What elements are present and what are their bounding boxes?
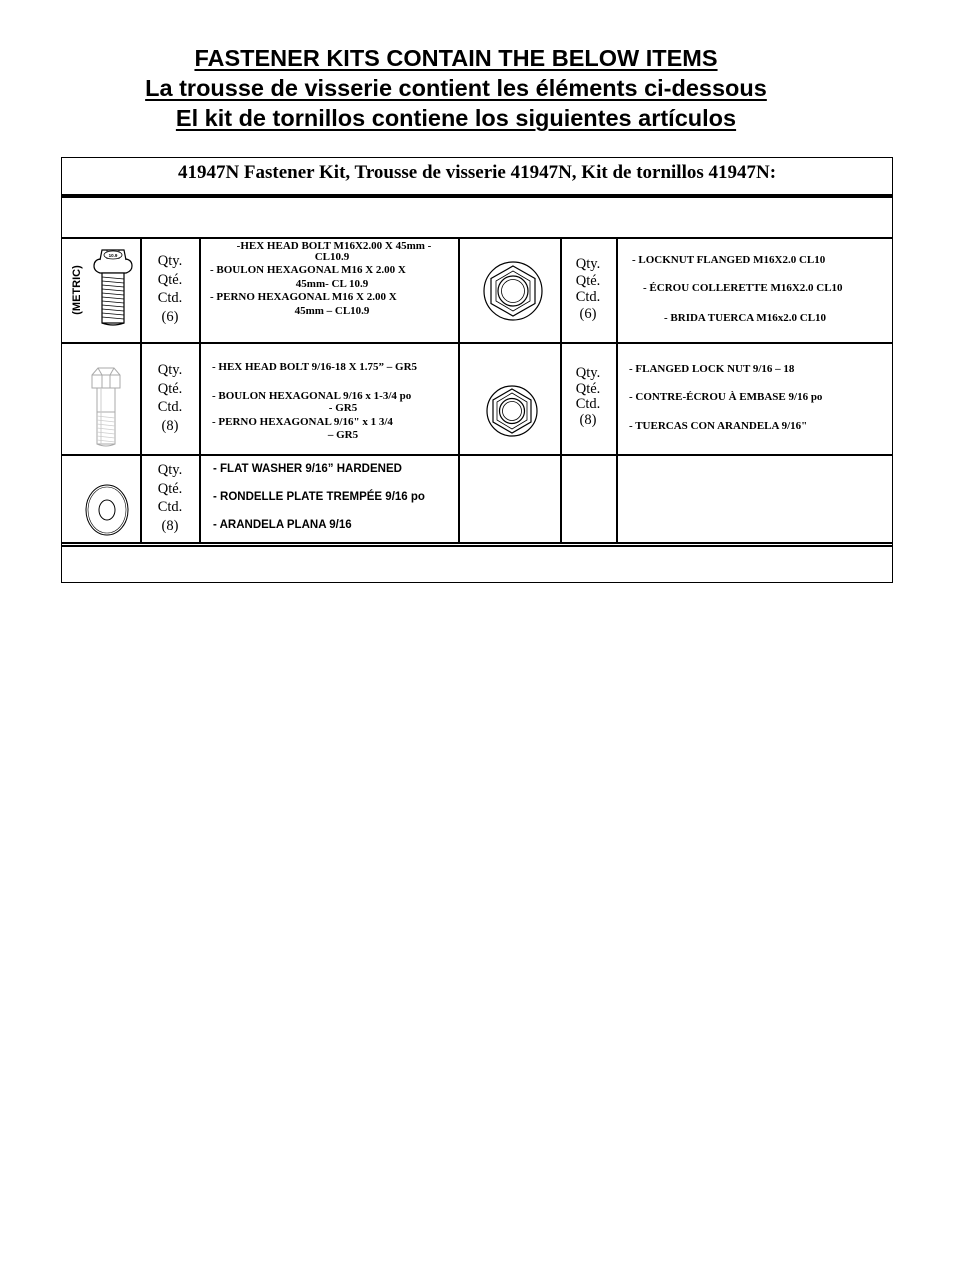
metric-label: (METRIC) (71, 265, 83, 315)
bolt-grade-stamp: 10.9 (108, 253, 118, 258)
qty-value: (6) (161, 308, 179, 325)
qty-metric-bolt: Qty. Qté. Ctd. (6) (141, 252, 199, 326)
qty-value: (8) (161, 417, 179, 434)
metric-bolt-description: -HEX HEAD BOLT M16X2.00 X 45mm - CL10.9 - BOULON HEXAGONAL M16 X 2.00 X 45mm- CL 10.9 - PERNO HEXAGONAL M16 X 2.00 X 45mm – CL10.9 (210, 240, 432, 317)
sae-nut-description: - FLANGED LOCK NUT 9/16 – 18 - CONTRE-ÉCROU À EMBASE 9/16 po - TUERCAS CON ARANDELA 9/16" (629, 363, 823, 432)
row-divider (62, 342, 892, 344)
sae-bolt-description: - HEX HEAD BOLT 9/16-18 X 1.75” – GR5 - BOULON HEXAGONAL 9/16 x 1-3/4 po - GR5 - PERNO HEXAGONAL 9/16" x 1 3/4 – GR5 (212, 361, 418, 441)
page-headings (0, 43, 912, 133)
kit-title: 41947N Fastener Kit, Trousse de visserie 41947N, Kit de tornillos 41947N: (177, 162, 777, 183)
flat-washer-icon (84, 483, 130, 537)
qty-value: (8) (161, 517, 179, 534)
qty-value: (6) (579, 305, 597, 322)
column-divider (458, 238, 460, 544)
fastener-kit-table (61, 157, 893, 583)
heading-french: La trousse de visserie contient les éléments ci-dessous (145, 75, 767, 101)
washer-description: - FLAT WASHER 9/16” HARDENED - RONDELLE PLATE TREMPÉE 9/16 po - ARANDELA PLANA 9/16 (213, 463, 425, 531)
flange-locknut-icon (480, 260, 546, 322)
flange-bolt-icon (88, 246, 138, 328)
qty-metric-nut: Qty. Qté. Ctd. (6) (559, 256, 617, 322)
hex-bolt-icon (86, 366, 126, 450)
qty-value: (8) (579, 411, 597, 428)
heading-spanish: El kit de tornillos contiene los siguientes artículos (175, 105, 737, 131)
row-divider (62, 545, 892, 547)
metric-nut-description: - LOCKNUT FLANGED M16X2.0 CL10 - ÉCROU COLLERETTE M16X2.0 CL10 - BRIDA TUERCA M16x2.0 CL10 (632, 254, 843, 324)
heading-english: FASTENER KITS CONTAIN THE BELOW ITEMS (194, 45, 718, 71)
column-divider (199, 238, 201, 544)
flange-lock-nut-icon (485, 384, 539, 438)
qty-sae-bolt: Qty. Qté. Ctd. (8) (141, 361, 199, 435)
qty-washer: Qty. Qté. Ctd. (8) (141, 461, 199, 535)
row-divider (62, 542, 892, 544)
title-rule (62, 194, 892, 198)
row-divider (62, 454, 892, 456)
qty-sae-nut: Qty. Qté. Ctd. (8) (559, 366, 617, 428)
row-divider (62, 237, 892, 239)
